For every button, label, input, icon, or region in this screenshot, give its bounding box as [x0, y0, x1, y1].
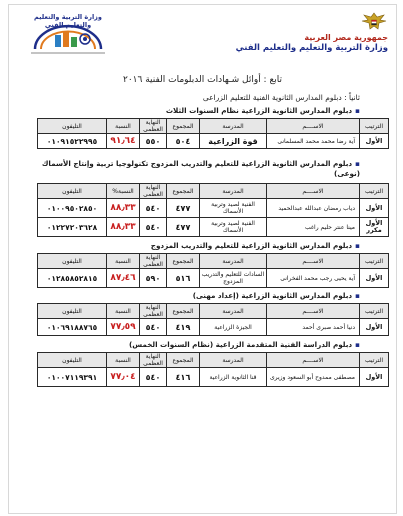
col-total: المجموع: [167, 353, 200, 368]
col-max: النهاية العظمى: [140, 184, 167, 199]
col-phone: التليفون: [38, 119, 107, 134]
col-rank: الترتيب: [360, 184, 389, 199]
bullet-icon: ▪: [355, 159, 360, 168]
col-max: النهاية العظمى: [140, 353, 167, 368]
results-table: [37, 303, 389, 336]
cell-total: ٥٠٤: [167, 134, 200, 149]
col-max: النهاية العظمى: [140, 254, 167, 269]
cell-name: آية رضا محمد محمد المسلمانى: [267, 134, 360, 149]
col-max: النهاية العظمى: [140, 304, 167, 319]
col-total: المجموع: [167, 254, 200, 269]
cell-name: دياب رمضان عبدالله عبدالحميد: [267, 199, 360, 218]
col-phone: التليفون: [38, 353, 107, 368]
cell-phone: ٠١٢٢٧٢٠٣٦٢٨: [38, 218, 107, 237]
ministry-logo-icon: [25, 19, 111, 59]
cell-school: السادات للتعليم والتدريب المزدوج: [200, 269, 267, 288]
col-total: المجموع: [167, 184, 200, 199]
col-percent: النسبة: [107, 353, 140, 368]
cell-max: ٥٤٠: [140, 319, 167, 336]
results-table: [37, 118, 389, 149]
logo-caption: وزارة التربية والتعليم والتعليم الفني: [34, 13, 102, 29]
ministry-header: [236, 11, 388, 54]
cell-school: الجيزة الزراعية: [200, 319, 267, 336]
col-rank: الترتيب: [360, 353, 389, 368]
col-school: المدرسة: [200, 353, 267, 368]
cell-rank: الأول: [360, 269, 389, 288]
document-subtitle: ثانياً : دبلوم المدارس الثانوية الفنية للتعليم الزراعى: [202, 93, 360, 102]
bullet-icon: ▪: [355, 241, 360, 250]
cell-name: آية يحيى رجب محمد الفخرانى: [267, 269, 360, 288]
cell-school: الفنية لصيد وتربية الأسماك: [200, 199, 267, 218]
cell-total: ٥١٦: [167, 269, 200, 288]
section-title: ▪دبلوم الدراسة الفنية المتقدمة الزراعية (نظام السنوات الخمس): [128, 340, 360, 349]
col-name: الاســــم: [267, 184, 360, 199]
col-school: المدرسة: [200, 304, 267, 319]
cell-phone: ٠١٠٠٧١١٩٣٩١: [38, 368, 107, 387]
cell-percent: ٧٧٫٠٤: [107, 368, 140, 387]
cell-phone: ٠١٢٨٥٨٥٢٨١٥: [38, 269, 107, 288]
col-total: المجموع: [167, 304, 200, 319]
table-header-row: [38, 304, 389, 319]
cell-total: ٤٧٧: [167, 199, 200, 218]
table-row: [38, 134, 389, 149]
section-title: ▪دبلوم المدارس الثانوية الزراعية للتعليم والتدريب المزدوج: [150, 241, 360, 250]
cell-rank: الأول: [360, 199, 389, 218]
table-row: [38, 368, 389, 387]
col-percent: النسبة: [107, 254, 140, 269]
table-row: [38, 319, 389, 336]
cell-max: ٥٤٠: [140, 218, 167, 237]
cell-rank: الأول: [360, 134, 389, 149]
cell-name: مصطفى ممدوح أبو السعود وزيرى: [267, 368, 360, 387]
table-row: [38, 218, 389, 237]
cell-school: الفنية لصيد وتربية الأسماك: [200, 218, 267, 237]
col-school: المدرسة: [200, 119, 267, 134]
bullet-icon: ▪: [355, 340, 360, 349]
table-header-row: [38, 353, 389, 368]
cell-rank: الأول: [360, 319, 389, 336]
col-rank: الترتيب: [360, 254, 389, 269]
col-percent: النسبة: [107, 304, 140, 319]
table-header-row: [38, 254, 389, 269]
cell-max: ٥٤٠: [140, 368, 167, 387]
cell-percent: ٩١٫٦٤: [107, 134, 140, 149]
section-title: ▪دبلوم المدارس الثانوية الزراعية (إعداد مهنى): [192, 291, 360, 300]
ministry-name: وزارة التربية والتعليم والتعليم الفني: [235, 43, 388, 53]
cell-school: قنا الثانوية الزراعية: [200, 368, 267, 387]
cell-percent: ٨٨٫٣٣: [107, 199, 140, 218]
table-header-row: [38, 184, 389, 199]
cell-max: ٥٩٠: [140, 269, 167, 288]
results-table: [37, 183, 389, 237]
col-name: الاســــم: [267, 353, 360, 368]
cell-rank: الأول مكرر: [360, 218, 389, 237]
col-percent: النسبة%: [107, 184, 140, 199]
cell-percent: ٨٧٫٤٦: [107, 269, 140, 288]
eagle-emblem-icon: [360, 11, 388, 33]
results-table: [37, 352, 389, 387]
cell-total: ٤٧٧: [167, 218, 200, 237]
cell-phone: ٠١٠٠٩٥٠٢٨٥٠: [38, 199, 107, 218]
col-name: الاســــم: [267, 254, 360, 269]
cell-total: ٤١٩: [167, 319, 200, 336]
cell-total: ٤١٦: [167, 368, 200, 387]
col-school: المدرسة: [200, 254, 267, 269]
col-school: المدرسة: [200, 184, 267, 199]
cell-percent: ٧٧٫٥٩: [107, 319, 140, 336]
bullet-icon: ▪: [355, 106, 360, 115]
col-rank: الترتيب: [360, 304, 389, 319]
col-total: المجموع: [167, 119, 200, 134]
cell-name: مينا عنتر حليم راغب: [267, 218, 360, 237]
results-table: [37, 253, 389, 288]
table-row: [38, 199, 389, 218]
table-header-row: [38, 119, 389, 134]
col-percent: النسبة: [107, 119, 140, 134]
letterhead: [9, 5, 396, 63]
cell-max: ٥٥٠: [140, 134, 167, 149]
col-name: الاســــم: [267, 304, 360, 319]
cell-phone: ٠١٠٩١٥٢٢٩٩٥: [38, 134, 107, 149]
cell-school: قوة الزراعية: [200, 134, 267, 149]
cell-rank: الأول: [360, 368, 389, 387]
document-title: تابع : أوائل شـهادات الدبلومات الفنية ٢٠١٦: [123, 75, 282, 85]
col-rank: الترتيب: [360, 119, 389, 134]
table-row: [38, 269, 389, 288]
ministry-logo: [25, 13, 111, 59]
col-phone: التليفون: [38, 184, 107, 199]
cell-name: دنيا أحمد صبرى أحمد: [267, 319, 360, 336]
cell-phone: ٠١٠٦٩١٨٨٧٦٥: [38, 319, 107, 336]
bullet-icon: ▪: [355, 291, 360, 300]
col-phone: التليفون: [38, 304, 107, 319]
col-phone: التليفون: [38, 254, 107, 269]
col-name: الاســــم: [267, 119, 360, 134]
country-name: جمهورية مصر العربية: [304, 33, 388, 42]
cell-max: ٥٤٠: [140, 199, 167, 218]
col-max: النهاية العظمى: [140, 119, 167, 134]
cell-percent: ٨٨٫٣٣: [107, 218, 140, 237]
section-title: ▪دبلوم المدارس الثانوية الزراعية للتعليم والتدريب المزدوج تكنولوجيا تربية وإنتاج الأسماك (نوعى): [41, 159, 360, 178]
section-title: ▪دبلوم المدارس الثانوية الزراعية نظام السنوات الثلاث: [165, 106, 360, 115]
document-page: [8, 4, 397, 514]
